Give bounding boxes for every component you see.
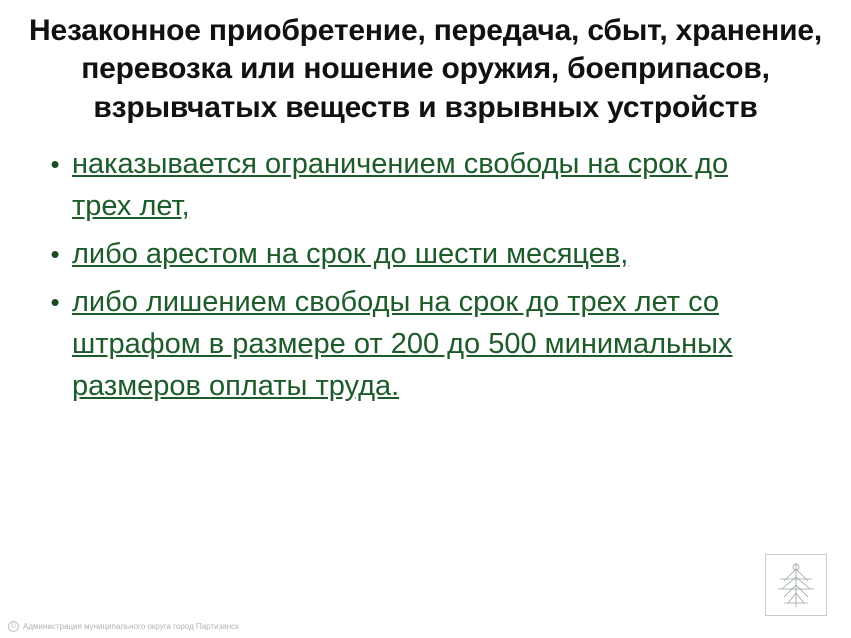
copyright-icon: © xyxy=(8,621,19,632)
footer-credit-text: Администрация муниципального округа город Партизанск xyxy=(23,622,239,631)
list-item-text: либо лишением свободы на срок до трех лет со штрафом в размере от 200 до 500 минимальных размеров оплаты труда. xyxy=(72,286,733,403)
page-title: Незаконное приобретение, передача, сбыт, хранение, перевозка или ношение оружия, боеприпасов, взрывчатых веществ и взрывных устройств xyxy=(29,14,822,124)
emblem-logo xyxy=(765,554,827,616)
list-item-text: наказывается ограничением свободы на срок до трех лет, xyxy=(72,148,729,223)
footer-credit xyxy=(8,621,239,632)
bullet-marker-icon: • xyxy=(50,149,60,180)
bullet-list xyxy=(0,143,851,407)
list-item xyxy=(38,143,827,227)
list-item xyxy=(38,233,827,275)
bullet-marker-icon: • xyxy=(50,239,60,270)
list-item-text: либо арестом на срок до шести месяцев, xyxy=(72,238,629,271)
bullet-marker-icon: • xyxy=(50,287,60,318)
list-item xyxy=(38,281,827,407)
